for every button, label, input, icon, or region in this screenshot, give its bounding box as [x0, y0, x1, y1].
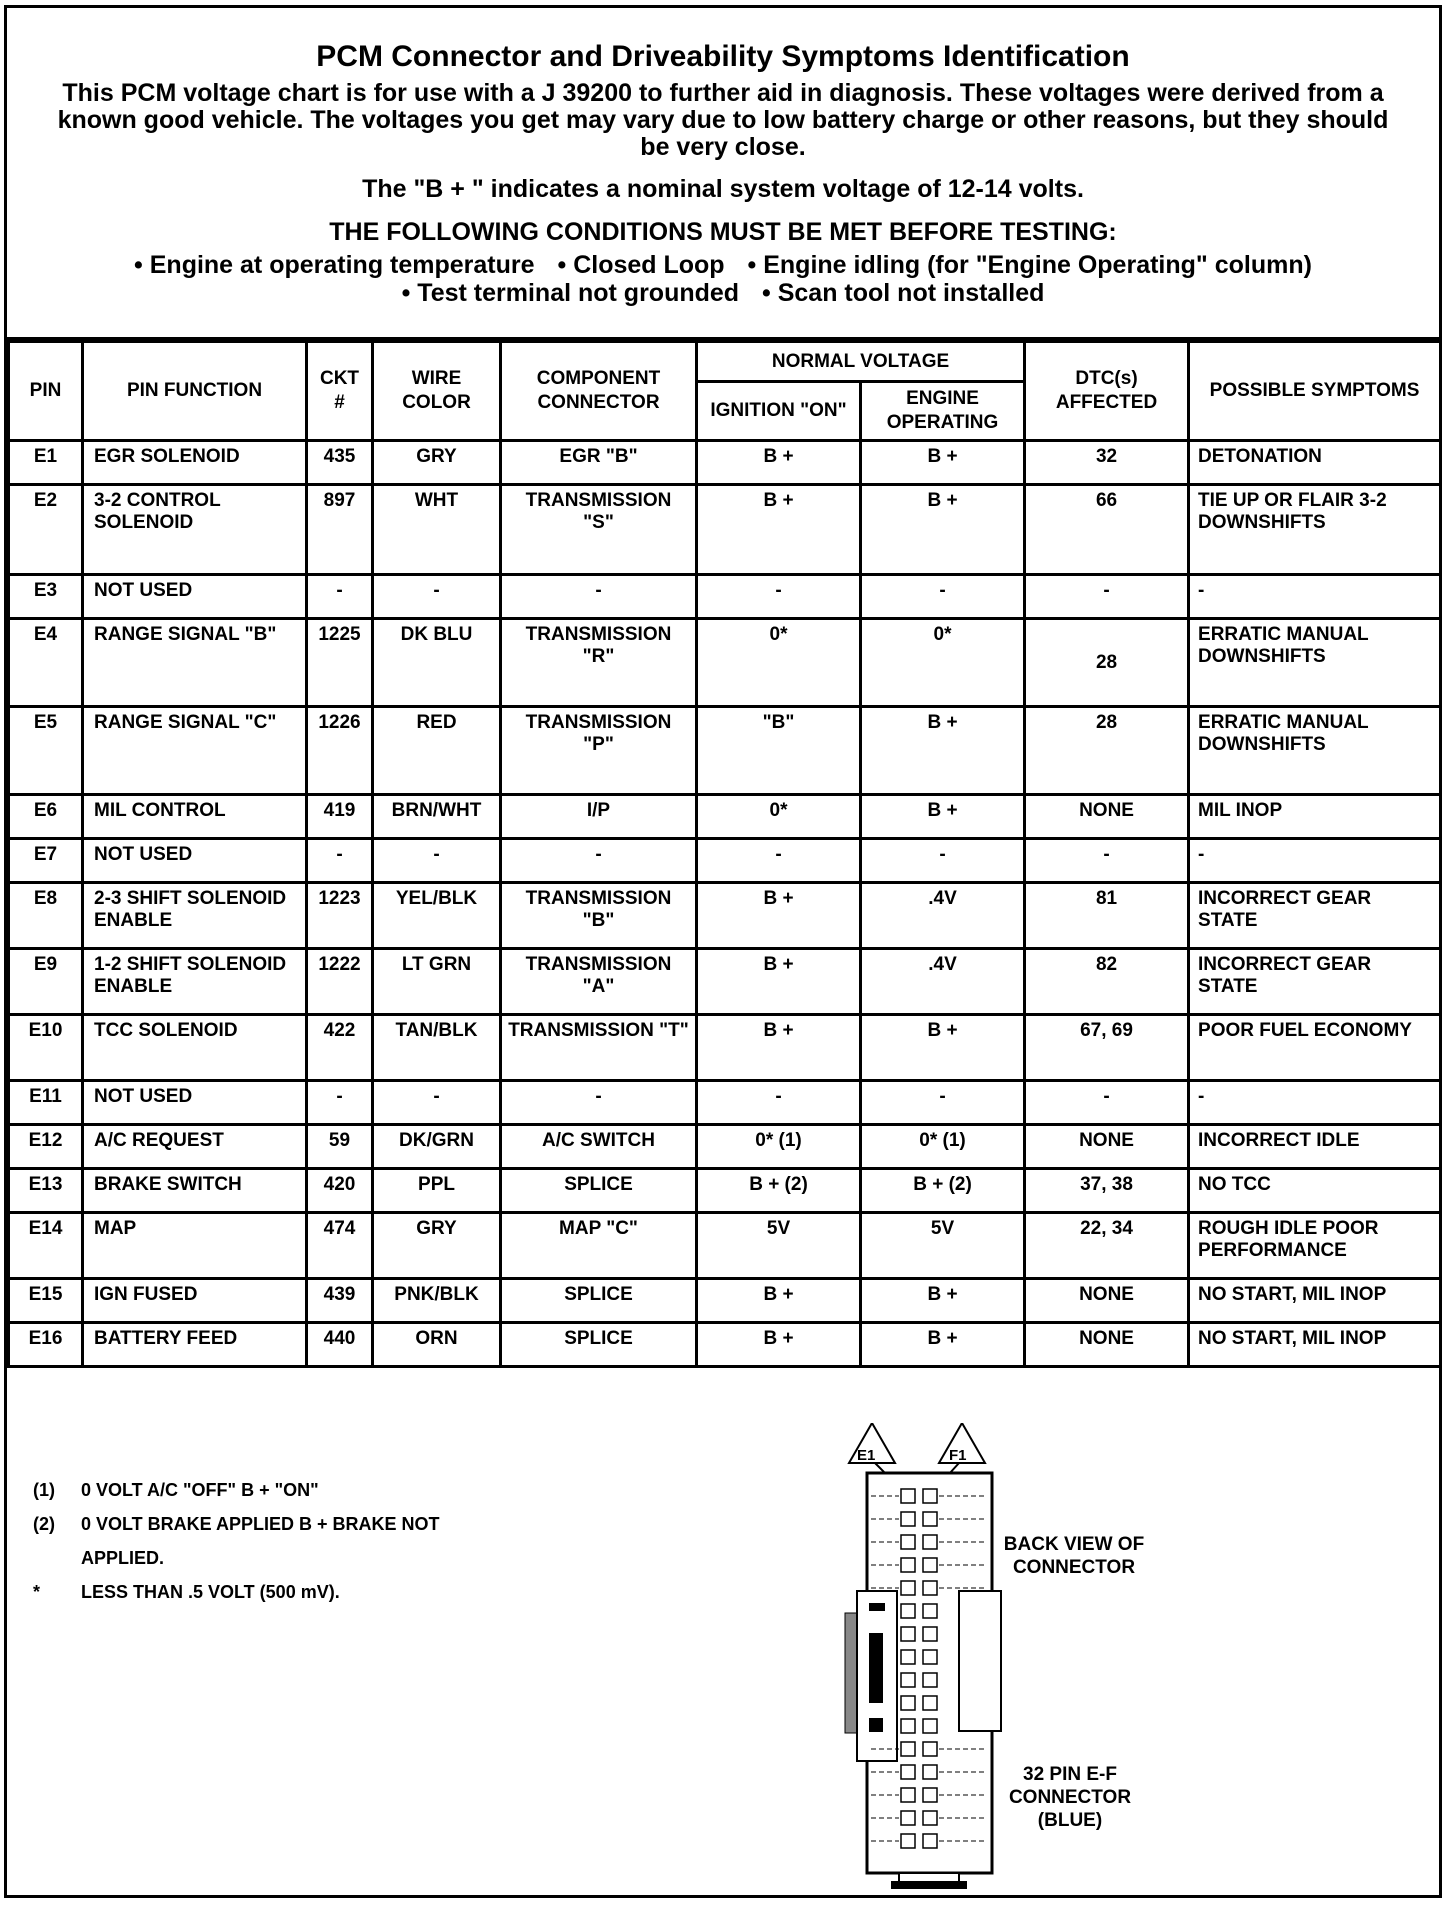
symptoms-cell: MIL INOP	[1189, 795, 1441, 839]
pin-cell: E1	[9, 441, 83, 485]
table-row	[9, 1015, 1441, 1081]
ignition-on-cell: 0*	[697, 619, 861, 707]
symptoms-cell: POOR FUEL ECONOMY	[1189, 1015, 1441, 1081]
table-row	[9, 1169, 1441, 1213]
function-cell: 2-3 SHIFT SOLENOID ENABLE	[83, 883, 307, 949]
connector-cavity	[923, 1673, 937, 1687]
function-cell: NOT USED	[83, 575, 307, 619]
pin-cell: E14	[9, 1213, 83, 1279]
function-cell: BRAKE SWITCH	[83, 1169, 307, 1213]
engine-operating-cell: -	[861, 1081, 1025, 1125]
connector-cavity	[901, 1811, 915, 1825]
footnotes	[33, 1473, 440, 1609]
engine-operating-cell: .4V	[861, 883, 1025, 949]
engine-operating-cell: B +	[861, 795, 1025, 839]
pin-cell: E5	[9, 707, 83, 795]
function-cell: A/C REQUEST	[83, 1125, 307, 1169]
component-cell: TRANSMISSION "B"	[501, 883, 697, 949]
connector-cavity	[923, 1742, 937, 1756]
pin-cell: E9	[9, 949, 83, 1015]
dtc-cell: 32	[1025, 441, 1189, 485]
dtc-cell: 81	[1025, 883, 1189, 949]
ignition-on-cell: B + (2)	[697, 1169, 861, 1213]
symptoms-cell: TIE UP OR FLAIR 3-2 DOWNSHIFTS	[1189, 485, 1441, 575]
connector-cavity	[923, 1558, 937, 1572]
connector-cavity	[923, 1811, 937, 1825]
footnote-2-cont: APPLIED.	[81, 1548, 165, 1568]
ignition-on-cell: -	[697, 1081, 861, 1125]
wire-color-cell: RED	[373, 707, 501, 795]
component-cell: TRANSMISSION "P"	[501, 707, 697, 795]
header-normal-voltage: NORMAL VOLTAGE	[697, 342, 1025, 382]
engine-operating-cell: .4V	[861, 949, 1025, 1015]
dtc-cell: NONE	[1025, 1279, 1189, 1323]
ignition-on-cell: B +	[697, 883, 861, 949]
dtc-cell: NONE	[1025, 1323, 1189, 1367]
header-ignition-on: IGNITION "ON"	[697, 382, 861, 441]
dtc-cell: 37, 38	[1025, 1169, 1189, 1213]
header-wire-color: WIRE COLOR	[373, 342, 501, 441]
engine-operating-cell: B +	[861, 441, 1025, 485]
ckt-cell: -	[307, 1081, 373, 1125]
bplus-note: The "B + " indicates a nominal system voltage of 12-14 volts.	[362, 175, 1084, 203]
table-row	[9, 1081, 1441, 1125]
connector-lock-tab	[959, 1591, 1001, 1731]
dtc-cell: 28	[1025, 707, 1189, 795]
connector-cavity	[923, 1696, 937, 1710]
function-cell: EGR SOLENOID	[83, 441, 307, 485]
ckt-cell: 897	[307, 485, 373, 575]
connector-cavity	[901, 1673, 915, 1687]
symptoms-cell: DETONATION	[1189, 441, 1441, 485]
connector-cavity	[923, 1765, 937, 1779]
function-cell: RANGE SIGNAL "B"	[83, 619, 307, 707]
connector-cavity	[923, 1627, 937, 1641]
engine-operating-cell: B +	[861, 1279, 1025, 1323]
pin-table	[7, 340, 1442, 1368]
pin-cell: E2	[9, 485, 83, 575]
engine-operating-cell: B +	[861, 485, 1025, 575]
header-ckt: CKT #	[307, 342, 373, 441]
component-cell: SPLICE	[501, 1279, 697, 1323]
wire-color-cell: TAN/BLK	[373, 1015, 501, 1081]
table-row	[9, 619, 1441, 707]
ignition-on-cell: B +	[697, 485, 861, 575]
connector-cavity	[923, 1604, 937, 1618]
engine-operating-cell: B +	[861, 1323, 1025, 1367]
symptoms-cell: -	[1189, 839, 1441, 883]
ignition-on-cell: B +	[697, 949, 861, 1015]
table-row	[9, 1323, 1441, 1367]
table-row	[9, 883, 1441, 949]
symptoms-cell: ERRATIC MANUAL DOWNSHIFTS	[1189, 707, 1441, 795]
connector-cavity	[923, 1834, 937, 1848]
dtc-cell: 67, 69	[1025, 1015, 1189, 1081]
function-cell: NOT USED	[83, 839, 307, 883]
engine-operating-cell: B +	[861, 1015, 1025, 1081]
ignition-on-cell: 5V	[697, 1213, 861, 1279]
condition-item: • Scan tool not installed	[762, 279, 1045, 307]
table-row	[9, 839, 1441, 883]
function-cell: 3-2 CONTROL SOLENOID	[83, 485, 307, 575]
pin-cell: E4	[9, 619, 83, 707]
condition-item: • Test terminal not grounded	[401, 279, 740, 307]
function-cell: MIL CONTROL	[83, 795, 307, 839]
table-row	[9, 949, 1441, 1015]
component-cell: EGR "B"	[501, 441, 697, 485]
dtc-cell: 28	[1025, 619, 1189, 707]
symptoms-cell: -	[1189, 1081, 1441, 1125]
pin-cell: E3	[9, 575, 83, 619]
connector-cavity	[901, 1834, 915, 1848]
pin-cell: E10	[9, 1015, 83, 1081]
ckt-cell: 59	[307, 1125, 373, 1169]
engine-operating-cell: 0*	[861, 619, 1025, 707]
wire-color-cell: DK BLU	[373, 619, 501, 707]
dtc-cell: 22, 34	[1025, 1213, 1189, 1279]
symptoms-cell: ERRATIC MANUAL DOWNSHIFTS	[1189, 619, 1441, 707]
dtc-cell: 66	[1025, 485, 1189, 575]
table-row	[9, 1125, 1441, 1169]
component-cell: TRANSMISSION "A"	[501, 949, 697, 1015]
wire-color-cell: ORN	[373, 1323, 501, 1367]
condition-item: • Engine idling (for "Engine Operating" column)	[747, 251, 1312, 279]
header	[7, 8, 1439, 340]
ignition-on-cell: "B"	[697, 707, 861, 795]
component-cell: MAP "C"	[501, 1213, 697, 1279]
pin-cell: E11	[9, 1081, 83, 1125]
connector-cavity	[901, 1696, 915, 1710]
connector-cavity	[901, 1742, 915, 1756]
back-view-label: BACK VIEW OF CONNECTOR	[1003, 1534, 1145, 1578]
conditions-title: THE FOLLOWING CONDITIONS MUST BE MET BEFORE TESTING:	[329, 218, 1117, 246]
connector-cavity	[923, 1581, 937, 1595]
wire-color-cell: DK/GRN	[373, 1125, 501, 1169]
connector-type-label: 32 PIN E-F CONNECTOR (BLUE)	[1008, 1764, 1132, 1831]
dtc-cell: 82	[1025, 949, 1189, 1015]
wire-color-cell: PNK/BLK	[373, 1279, 501, 1323]
symptoms-cell: NO TCC	[1189, 1169, 1441, 1213]
dtc-cell: NONE	[1025, 1125, 1189, 1169]
table-row	[9, 795, 1441, 839]
ignition-on-cell: -	[697, 839, 861, 883]
ignition-on-cell: B +	[697, 1015, 861, 1081]
connector-cavity	[901, 1581, 915, 1595]
dtc-cell: -	[1025, 575, 1189, 619]
connector-cavity	[901, 1788, 915, 1802]
pin-cell: E13	[9, 1169, 83, 1213]
table-row	[9, 441, 1441, 485]
table-row	[9, 575, 1441, 619]
connector-cavity	[923, 1512, 937, 1526]
engine-operating-cell: -	[861, 575, 1025, 619]
ckt-cell: 420	[307, 1169, 373, 1213]
ckt-cell: 1222	[307, 949, 373, 1015]
condition-item: • Closed Loop	[557, 251, 725, 279]
ckt-cell: -	[307, 839, 373, 883]
engine-operating-cell: 0* (1)	[861, 1125, 1025, 1169]
connector-cavity	[901, 1765, 915, 1779]
wire-color-cell: PPL	[373, 1169, 501, 1213]
function-cell: BATTERY FEED	[83, 1323, 307, 1367]
header-dtc: DTC(s) AFFECTED	[1025, 342, 1189, 441]
pin-cell: E6	[9, 795, 83, 839]
wire-color-cell: YEL/BLK	[373, 883, 501, 949]
function-cell: IGN FUSED	[83, 1279, 307, 1323]
pin-cell: E12	[9, 1125, 83, 1169]
ignition-on-cell: B +	[697, 441, 861, 485]
wire-color-cell: WHT	[373, 485, 501, 575]
ignition-on-cell: B +	[697, 1279, 861, 1323]
ckt-cell: 440	[307, 1323, 373, 1367]
wire-color-cell: BRN/WHT	[373, 795, 501, 839]
wire-color-cell: GRY	[373, 441, 501, 485]
table-row	[9, 485, 1441, 575]
ckt-cell: 435	[307, 441, 373, 485]
connector-cavity	[923, 1788, 937, 1802]
footnote-1: (1) 0 VOLT A/C "OFF" B + "ON"	[33, 1480, 319, 1500]
ignition-on-cell: 0* (1)	[697, 1125, 861, 1169]
connector-cavity	[901, 1604, 915, 1618]
dtc-cell: NONE	[1025, 795, 1189, 839]
wire-color-cell: -	[373, 1081, 501, 1125]
table-row	[9, 1213, 1441, 1279]
symptoms-cell: INCORRECT GEAR STATE	[1189, 883, 1441, 949]
wire-color-cell: -	[373, 839, 501, 883]
function-cell: MAP	[83, 1213, 307, 1279]
function-cell: TCC SOLENOID	[83, 1015, 307, 1081]
table-row	[9, 1279, 1441, 1323]
engine-operating-cell: B + (2)	[861, 1169, 1025, 1213]
pin-cell: E8	[9, 883, 83, 949]
header-symptoms: POSSIBLE SYMPTOMS	[1189, 342, 1441, 441]
ckt-cell: 439	[307, 1279, 373, 1323]
component-cell: I/P	[501, 795, 697, 839]
component-cell: -	[501, 1081, 697, 1125]
ckt-cell: 422	[307, 1015, 373, 1081]
symptoms-cell: INCORRECT IDLE	[1189, 1125, 1441, 1169]
component-cell: TRANSMISSION "S"	[501, 485, 697, 575]
document-frame	[4, 5, 1442, 1898]
dtc-cell: -	[1025, 839, 1189, 883]
symptoms-cell: NO START, MIL INOP	[1189, 1279, 1441, 1323]
table-row	[9, 707, 1441, 795]
footer	[7, 1393, 1439, 1898]
component-cell: A/C SWITCH	[501, 1125, 697, 1169]
footnote-asterisk: * LESS THAN .5 VOLT (500 mV).	[33, 1582, 340, 1602]
symptoms-cell: -	[1189, 575, 1441, 619]
component-cell: -	[501, 575, 697, 619]
component-cell: SPLICE	[501, 1323, 697, 1367]
connector-cavity	[901, 1512, 915, 1526]
connector-cavity	[901, 1558, 915, 1572]
component-cell: SPLICE	[501, 1169, 697, 1213]
ignition-on-cell: 0*	[697, 795, 861, 839]
connector-cavity	[901, 1719, 915, 1733]
pin-cell: E7	[9, 839, 83, 883]
component-cell: -	[501, 839, 697, 883]
pin-cell: E15	[9, 1279, 83, 1323]
connector-cavity	[901, 1535, 915, 1549]
connector-cavity	[901, 1650, 915, 1664]
connector-cavity	[923, 1650, 937, 1664]
connector-cavity	[901, 1627, 915, 1641]
conditions-list	[7, 251, 1439, 307]
component-cell: TRANSMISSION "R"	[501, 619, 697, 707]
connector-cavity	[923, 1489, 937, 1503]
condition-item: • Engine at operating temperature	[134, 251, 535, 279]
component-cell: TRANSMISSION "T"	[501, 1015, 697, 1081]
ignition-on-cell: -	[697, 575, 861, 619]
header-pin: PIN	[9, 342, 83, 441]
header-component: COMPONENT CONNECTOR	[501, 342, 697, 441]
connector-cavity	[923, 1535, 937, 1549]
wire-color-cell: GRY	[373, 1213, 501, 1279]
engine-operating-cell: B +	[861, 707, 1025, 795]
wire-color-cell: -	[373, 575, 501, 619]
header-function: PIN FUNCTION	[83, 342, 307, 441]
wire-color-cell: LT GRN	[373, 949, 501, 1015]
function-cell: RANGE SIGNAL "C"	[83, 707, 307, 795]
ckt-cell: 419	[307, 795, 373, 839]
ckt-cell: -	[307, 575, 373, 619]
function-cell: NOT USED	[83, 1081, 307, 1125]
ckt-cell: 1226	[307, 707, 373, 795]
connector-diagram	[827, 1423, 1147, 1898]
f1-label: F1	[949, 1447, 967, 1464]
intro-text: This PCM voltage chart is for use with a J 39200 to further aid in diagnosis. These voltages were derived from a known good vehicle. The voltages you get may vary due to low battery charge or other reasons, but they should be very close.	[57, 79, 1389, 161]
symptoms-cell: NO START, MIL INOP	[1189, 1323, 1441, 1367]
symptoms-cell: INCORRECT GEAR STATE	[1189, 949, 1441, 1015]
ckt-cell: 1223	[307, 883, 373, 949]
header-engine-operating: ENGINE OPERATING	[861, 382, 1025, 441]
ckt-cell: 474	[307, 1213, 373, 1279]
function-cell: 1-2 SHIFT SOLENOID ENABLE	[83, 949, 307, 1015]
dtc-cell: -	[1025, 1081, 1189, 1125]
page-title: PCM Connector and Driveability Symptoms Identification	[316, 40, 1130, 73]
connector-cavity	[901, 1489, 915, 1503]
footnote-2: (2) 0 VOLT BRAKE APPLIED B + BRAKE NOT	[33, 1514, 440, 1534]
pin-cell: E16	[9, 1323, 83, 1367]
symptoms-cell: ROUGH IDLE POOR PERFORMANCE	[1189, 1213, 1441, 1279]
e1-label: E1	[857, 1447, 876, 1464]
engine-operating-cell: 5V	[861, 1213, 1025, 1279]
ignition-on-cell: B +	[697, 1323, 861, 1367]
engine-operating-cell: -	[861, 839, 1025, 883]
ckt-cell: 1225	[307, 619, 373, 707]
connector-cavity	[923, 1719, 937, 1733]
